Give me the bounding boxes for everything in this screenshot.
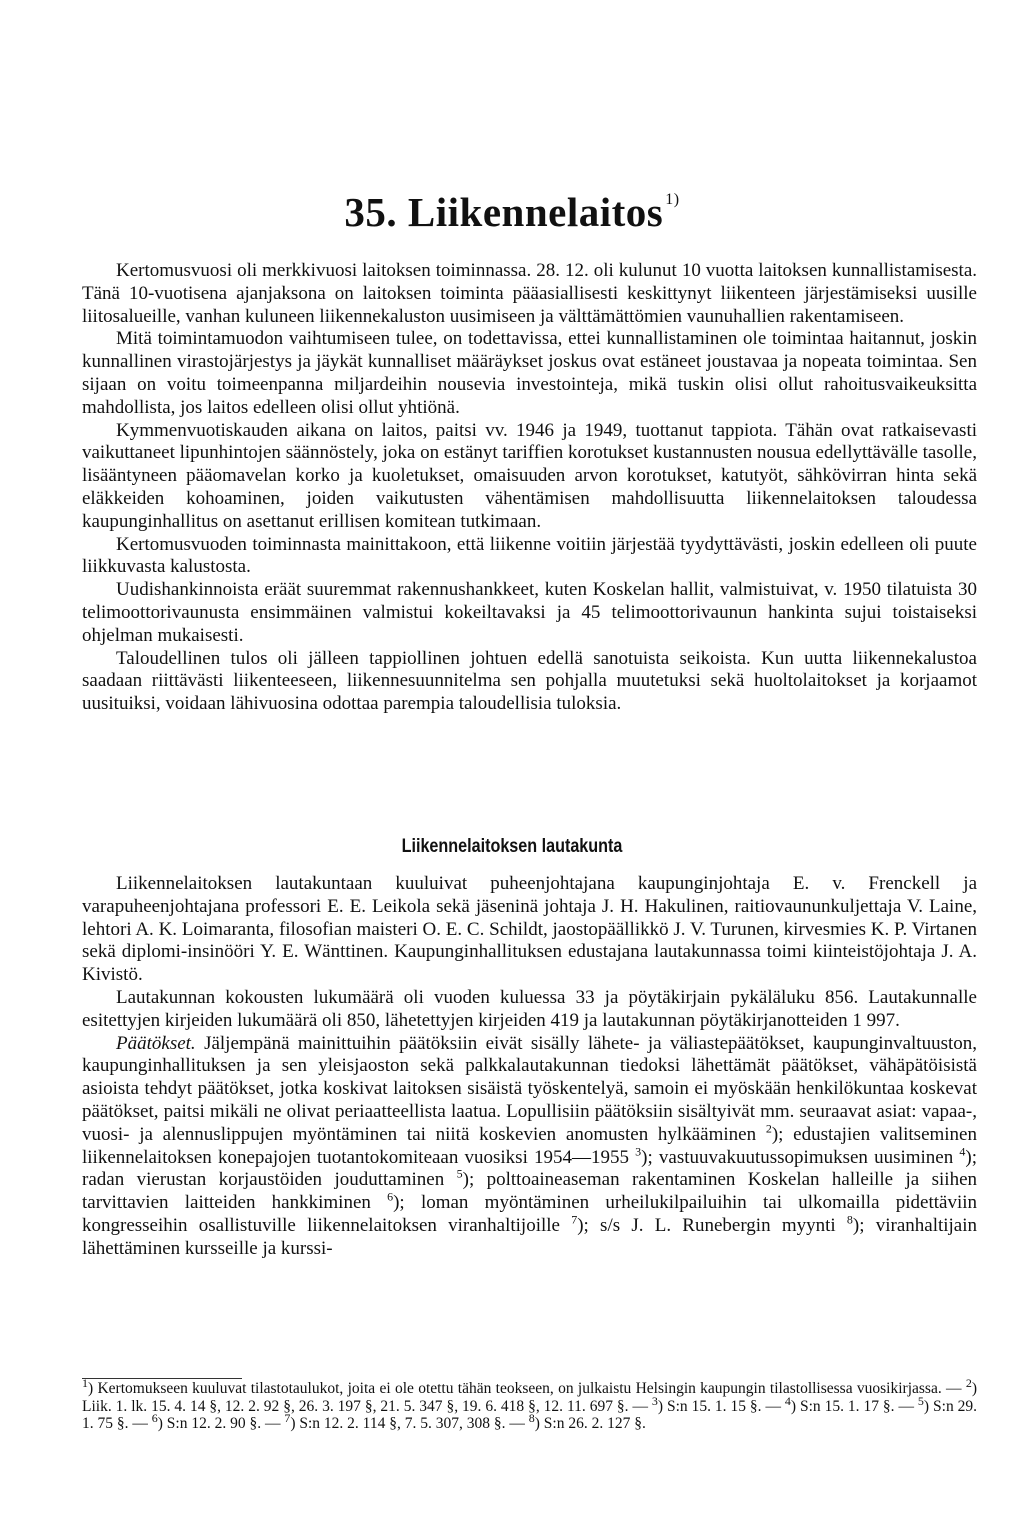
- footnote-marker: 8: [528, 1410, 535, 1425]
- body-paragraph: Kymmenvuotiskauden aikana on laitos, paitsi vv. 1946 ja 1949, tuottanut tappiota. Tähän ovat ratkaisevasti vaikuttaneet lipunhintojen säännöstely, joka on estänyt tariffien korotukset kustannusten nousua edellyttävälle tasolle, lisääntyneen pääomavelan korko ja kuoletukset, omaisuuden arvon korotukset, katutyöt, sähkövirran hinta sekä eläkkeiden kohoaminen, joiden vaikutusten vähentämisen mahdollisuutta liikennelaitoksen taloudessa kaupunginhallitus on asettanut erillisen komitean tutkimaan.: [82, 419, 977, 532]
- chapter-footnote-ref: 1): [665, 191, 680, 208]
- body-paragraph: Kertomusvuosi oli merkkivuosi laitoksen toiminnassa. 28. 12. oli kulunut 10 vuotta laitoksen kunnallistamisesta. Tänä 10-vuotisena ajanjaksona on laitoksen toiminta pääasiallisesti keskittynyt liikenteen järjestämiseksi uusille liitosalueille, vanhan kuluneen liikennekaluston uusimiseen ja välttämättömien vaunuhallien rakentamiseen.: [82, 260, 977, 327]
- footnote-block: [82, 1375, 978, 1433]
- section-paragraph: Liikennelaitoksen lautakuntaan kuuluivat puheenjohtajana kaupunginjohtaja E. v. Frenckell ja varapuheenjohtajana professori E. E. Leikola sekä jäseninä johtaja J. H. Hakulinen, raitiovaununkuljettaja V. Laine, lehtori A. K. Loimaranta, filosofian maisteri O. E. C. Schildt, jaostopäällikkö J. V. Turunen, kirvesmies K. P. Virtanen sekä diplomi-insinööri Y. E. Wänttinen. Kaupunginhallituksen edustajana lautakunnassa toimi kiinteistöjohtaja J. A. Kivistö.: [82, 873, 977, 986]
- footnote-marker: 3: [651, 1393, 658, 1408]
- text-run: ); loman myöntäminen urheilukilpailuihin tai ulkomailla pidettäviin kongresseihin osallistuville liikennelaitoksen viranhaltijoille: [82, 1192, 977, 1236]
- footnote-text: ) Kertomukseen kuuluvat tilastotaulukot, joita ei ole otettu tähän teokseen, on julkaistu Helsingin kaupungin tilastollisessa vuosikirjassa. —: [88, 1380, 962, 1397]
- footnotes: [82, 1375, 978, 1433]
- footnote-marker: 7: [284, 1410, 291, 1425]
- footnote-marker: 4: [784, 1393, 791, 1408]
- footnote-ref: 2: [765, 1121, 772, 1136]
- text-run: ); edustajien valitseminen liikennelaitoksen konepajojen tuotantokomiteaan vuosiksi 1954—1955: [82, 1123, 977, 1168]
- chapter-body: [82, 260, 977, 716]
- footnote-text: ) Liik. 1. lk. 15. 4. 14 §, 12. 2. 92 §, 26. 3. 197 §, 21. 5. 347 §, 19. 6. 418 §, 12. 11. 697 §. —: [82, 1380, 978, 1415]
- footnote-divider: [82, 1378, 242, 1379]
- body-paragraph: Taloudellinen tulos oli jälleen tappiollinen johtuen edellä sanotuista seikoista. Kun uutta liikennekalustoa saadaan riittävästi liikenteeseen, liikennesuunnitelma sen pohjalla muutetuksi sekä huoltolaitokset ja korjaamot uusituiksi, voidaan lähivuosina odottaa parempia taloudellisia tuloksia.: [82, 647, 977, 715]
- text-run: ); vastuuvakuutussopimuksen uusiminen: [641, 1146, 954, 1168]
- section-heading: Liikennelaitoksen lautakunta: [401, 836, 623, 857]
- footnote-text: ) S:n 26. 2. 127 §.: [534, 1415, 646, 1432]
- footnote-ref: 6: [387, 1189, 394, 1204]
- footnote-ref: 8: [846, 1212, 853, 1227]
- footnote-marker: 2: [965, 1375, 972, 1390]
- body-paragraph: Uudishankinnoista eräät suuremmat rakennushankkeet, kuten Koskelan hallit, valmistuivat, v. 1950 tilatuista 30 telimoottorivaunusta ensimmäinen valmistui kokeiltavaksi ja 45 telimoottorivaunun hankinta sujui toistaiseksi ohjelman mukaisesti.: [82, 579, 977, 646]
- footnote-ref: 4: [959, 1144, 966, 1159]
- footnote-text: ) S:n 12. 2. 114 §, 7. 5. 307, 308 §. —: [290, 1415, 525, 1432]
- section-body: [82, 873, 977, 1261]
- footnote-marker: 5: [917, 1393, 924, 1408]
- footnote-text: ) S:n 29. 1. 75 §. —: [82, 1397, 978, 1432]
- section-paragraph-decisions: [82, 1033, 977, 1261]
- text-run: Jäljempänä mainittuihin päätöksiin eivät sisälly lähete- ja väliastepäätökset, kaupunginvaltuuston, kaupunginhallituksen ja sen yleisjaoston sekä palkkalautakunnan tiedoksi lähettämät päätökset, vähäpätöisistä asioista tehdyt päätökset, jotka koskivat laitoksen sisäistä työskentelyä, samoin ei myöskään henkilökuntaa koskevat päätökset, paitsi mikäli ne olivat periaatteellista laatua. Lopullisiin päätöksiin sisältyivät mm. seuraavat asiat: vapaa-, vuosi- ja alennuslippujen myöntäminen tai niitä koskevien anomusten hylkääminen: [82, 1032, 977, 1145]
- section-paragraph: Lautakunnan kokousten lukumäärä oli vuoden kuluessa 33 ja pöytäkirjain pykäläluku 856. Lautakunnalle esitettyjen kirjeiden lukumäärä oli 850, lähetettyjen kirjeiden 419 ja lautakunnan pöytäkirjanotteiden 1 997.: [82, 986, 977, 1031]
- chapter-title-text: 35. Liikennelaitos: [344, 189, 664, 235]
- footnote-text: ) S:n 15. 1. 17 §. —: [790, 1397, 914, 1415]
- text-run: ); s/s J. L. Runebergin myynti: [577, 1214, 836, 1236]
- footnote-ref: 7: [571, 1212, 578, 1227]
- body-paragraph: Mitä toimintamuodon vaihtumiseen tulee, on todettavissa, ettei kunnallistaminen ole toimintaa haitannut, joskin kunnallinen virastojärjestys ja jäykät kunnalliset määräykset joskus ovat estäneet joustavaa ja nopeata toimintaa. Sen sijaan on voitu toimeenpanna miljardeihin nousevia investointeja, mikä tuskin olisi ollut rahoitusvaikeuksitta mahdollista, jos laitos edelleen olisi ollut yhtiönä.: [82, 328, 977, 418]
- decisions-label: Päätökset.: [116, 1032, 196, 1054]
- text-run: ); viranhaltijain lähettäminen kursseille ja kurssi-: [82, 1214, 978, 1259]
- footnote-marker: 6: [151, 1410, 158, 1425]
- text-run: ); radan vierustan korjaustöiden jouduttaminen: [82, 1146, 977, 1191]
- body-paragraph: Kertomusvuoden toiminnasta mainittakoon, että liikenne voitiin järjestää tyydyttävästi, joskin edelleen oli puute liikkuvasta kalustosta.: [82, 533, 977, 578]
- footnote-marker: 1: [82, 1375, 88, 1390]
- footnote-text: ) S:n 12. 2. 90 §. —: [157, 1415, 281, 1432]
- footnote-ref: 5: [456, 1167, 463, 1182]
- footnote-text: ) S:n 15. 1. 15 §. —: [657, 1397, 781, 1415]
- text-run: ); polttoaineaseman rakentaminen Koskelan halleille ja siihen tarvittavien laitteiden hankkiminen: [82, 1169, 978, 1214]
- footnote-ref: 3: [635, 1144, 642, 1159]
- chapter-title: [0, 188, 1024, 236]
